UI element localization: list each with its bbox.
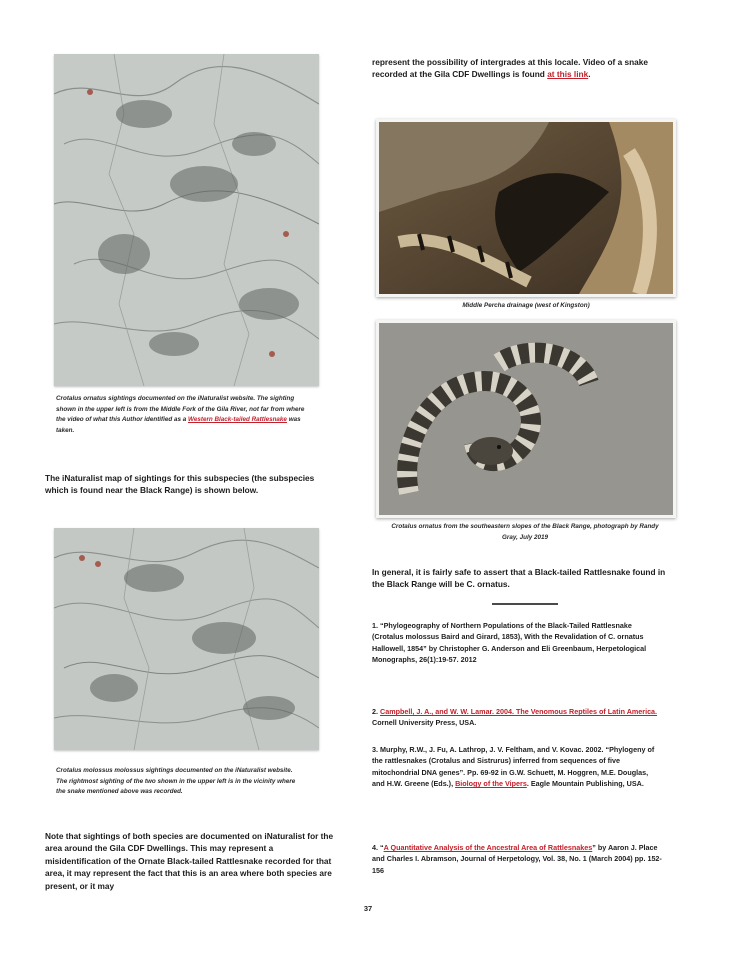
reference-2: 2. Campbell, J. A., and W. W. Lamar. 2004. The Venomous Reptiles of Latin America. Cornell University Press, USA. [372,707,658,728]
ancestral-area-link[interactable]: A Quantitative Analysis of the Ancestral Area of Rattlesnakes [383,843,593,852]
snake-photo-percha [376,119,676,297]
sightings-map-molossus [54,528,319,750]
map2-caption: Crotalus molossus molossus sightings documented on the iNaturalist website. The rightmost sighting of the two shown in the upper left is in the vicinity where the snake mentioned above was recorded. [56,767,296,795]
photo1-caption: Middle Percha drainage (west of Kingston) [462,302,590,309]
snake-rock-image [379,122,673,294]
section-divider [492,603,558,605]
inaturalist-map-paragraph: The iNaturalist map of sightings for this subspecies (the subspecies which is found near the Black Range) is shown below. [45,473,315,496]
general-assertion-paragraph: In general, it is fairly safe to assert that a Black-tailed Rattlesnake found in the Black Range will be C. ornatus. [372,567,666,590]
both-species-paragraph: Note that sightings of both species are documented on iNaturalist for the area around the Gila CDF Dwellings. This may represent a misidentification of the Ornate Black-tailed Rattlesnake recorded for that area, it may represent the fact that this is an area where both species are present, or it may [45,831,334,891]
reference-3: 3. Murphy, R.W., J. Fu, A. Lathrop, J. V. Feltham, and V. Kovac. 2002. “Phylogeny of the rattlesnakes (Crotalus and Sistrurus) inferred from sequences of five mitochondrial DNA genes”. Pp. 69-92 in G.W. Schuett, M. Hoggren, M.E. Douglas, and H.W. Greene (Eds.), Biology of the Vipers. Eagle Mountain Publishing, USA. [372,745,655,789]
coiled-snake-image [379,323,673,515]
western-black-tailed-rattlesnake-link[interactable]: Western Black-tailed Rattlesnake [188,416,287,423]
reference-1: 1. “Phylogeography of Northern Populations of the Black-Tailed Rattlesnake (Crotalus molossus Baird and Girard, 1853), With the Revalidation of C. ornatus Hallowell, 1854” by Christopher G. Anderson and Eli Greenbaum, Herpetological Monographs, 26(1):19-57. 2012 [372,621,647,665]
sightings-map-ornatus [54,54,319,386]
snake-photo-ornatus [376,320,676,518]
map-molossus-graphic [54,528,319,750]
venomous-reptiles-link[interactable]: Campbell, J. A., and W. W. Lamar. 2004. The Venomous Reptiles of Latin America. [380,707,658,716]
video-link[interactable]: at this link [547,69,589,80]
page-number: 37 [363,904,373,913]
reference-4: 4. “A Quantitative Analysis of the Ancestral Area of Rattlesnakes” by Aaron J. Place and Charles I. Abramson, Journal of Herpetology, Vol. 38, No. 1 (March 2004) pp. 152-156 [372,843,662,875]
photo2-caption: Crotalus ornatus from the southeastern slopes of the Black Range, photograph by Randy Gray, July 2019 [391,523,659,541]
map1-caption: Crotalus ornatus sightings documented on the iNaturalist website. The sighting shown in the upper left is from the Middle Fork of the Gila River, not far from where the video of what this Author identified as a Western Black-tailed Rattlesnake was taken. [56,395,305,434]
intergrade-paragraph: represent the possibility of intergrades at this locale. Video of a snake recorded at the Gila CDF Dwellings is found at this link. [372,57,649,80]
map-ornatus-graphic [54,54,319,386]
biology-of-vipers-link[interactable]: Biology of the Vipers [455,779,527,789]
